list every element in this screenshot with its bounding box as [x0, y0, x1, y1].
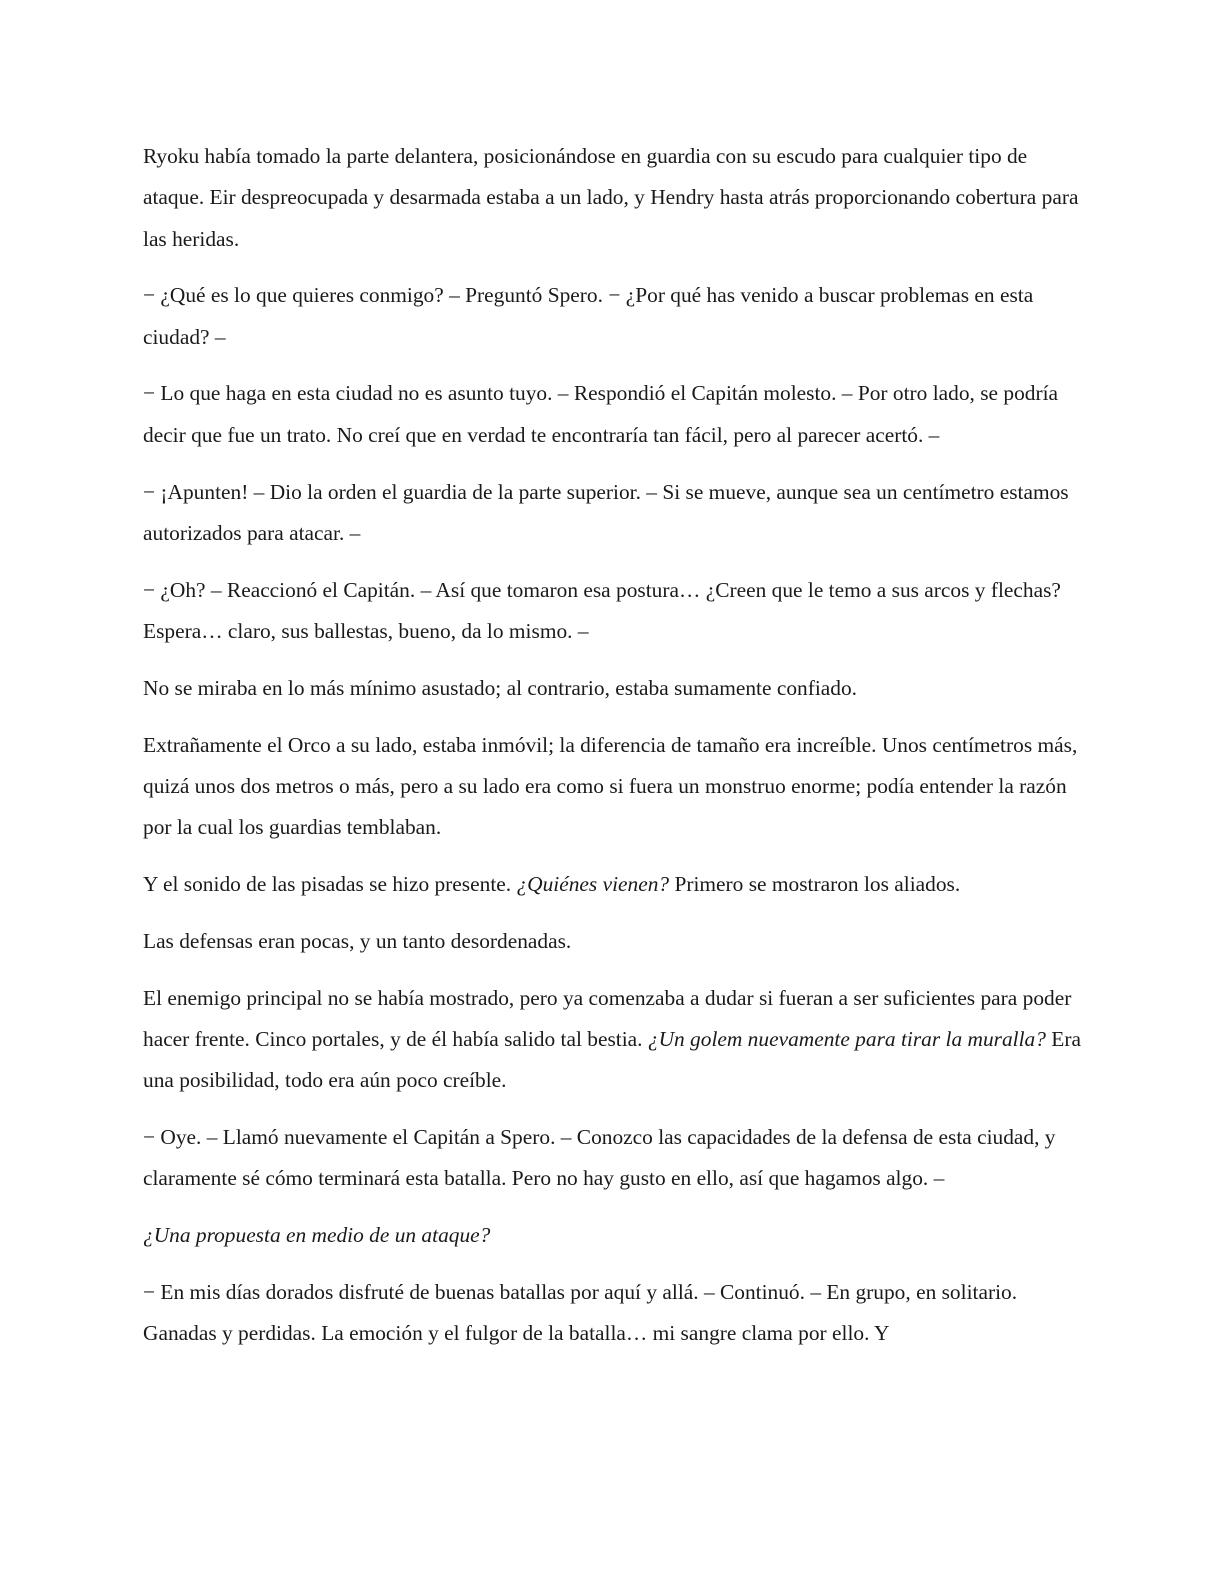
- paragraph: [143, 472, 1083, 555]
- text-run: No se miraba en lo más mínimo asustado; al contrario, estaba sumamente confiado.: [143, 675, 858, 700]
- text-run: Las defensas eran pocas, y un tanto desordenadas.: [143, 928, 572, 953]
- text-run: El enemigo principal no se había mostrado, pero ya comenzaba a dudar si fueran a ser suficientes para poder hacer frente. Cinco portales, y de él había salido tal bestia.: [143, 985, 1072, 1051]
- text-run: Y el sonido de las pisadas se hizo presente.: [143, 871, 517, 896]
- paragraph: [143, 1215, 1083, 1256]
- text-run: − En mis días dorados disfruté de buenas batallas por aquí y allá. – Continuó. – En grupo, en solitario. Ganadas y perdidas. La emoción y el fulgor de la batalla… mi sangre clama por ello. Y: [143, 1279, 1018, 1346]
- italic-text: ¿Un golem nuevamente para tirar la muralla?: [647, 1026, 1046, 1051]
- text-run: Ryoku había tomado la parte delantera, posicionándose en guardia con su escudo para cualquier tipo de ataque. Eir despreocupada y desarmada estaba a un lado, y Hendry hasta atrás proporcionando cobertura para las heridas.: [143, 144, 1079, 251]
- text-run: Era una posibilidad, todo era aún poco creíble.: [143, 1026, 1081, 1093]
- paragraph: [143, 570, 1083, 653]
- paragraph: [143, 1272, 1083, 1355]
- text-run: − ¡Apunten! – Dio la orden el guardia de la parte superior. – Si se mueve, aunque sea un centímetro estamos autorizados para atacar. –: [143, 479, 1069, 545]
- text-run: − ¿Oh? – Reaccionó el Capitán. – Así que tomaron esa postura… ¿Creen que le temo a sus arcos y flechas? Espera… claro, sus ballestas, bueno, da lo mismo. –: [143, 577, 1061, 643]
- paragraph: [143, 978, 1083, 1102]
- text-run: − Lo que haga en esta ciudad no es asunto tuyo. – Respondió el Capitán molesto. – Por otro lado, se podría decir que fue un trato. No creí que en verdad te encontraría tan fácil, pero al parecer acertó. –: [143, 381, 1059, 447]
- text-run: Extrañamente el Orco a su lado, estaba inmóvil; la diferencia de tamaño era increíble. Unos centímetros más, quizá unos dos metros o más, pero a su lado era como si fuera un monstruo enorme; podía entender la razón por la cual los guardias temblaban.: [143, 732, 1078, 840]
- italic-text: ¿Quiénes vienen?: [516, 871, 670, 896]
- body-text: [143, 136, 1083, 1370]
- text-run: Primero se mostraron los aliados.: [669, 871, 961, 896]
- paragraph: [143, 668, 1083, 709]
- paragraph: [143, 921, 1083, 962]
- paragraph: [143, 275, 1083, 358]
- paragraph: [143, 864, 1083, 905]
- text-run: − Oye. – Llamó nuevamente el Capitán a Spero. – Conozco las capacidades de la defensa de esta ciudad, y claramente sé cómo terminará esta batalla. Pero no hay gusto en ello, así que hagamos algo. –: [143, 1124, 1056, 1191]
- paragraph: [143, 136, 1083, 260]
- text-run: − ¿Qué es lo que quieres conmigo? – Preguntó Spero. − ¿Por qué has venido a buscar problemas en esta ciudad? –: [143, 283, 1034, 349]
- paragraph: [143, 725, 1083, 849]
- paragraph: [143, 373, 1083, 456]
- paragraph: [143, 1117, 1083, 1200]
- italic-text: ¿Una propuesta en medio de un ataque?: [143, 1223, 491, 1248]
